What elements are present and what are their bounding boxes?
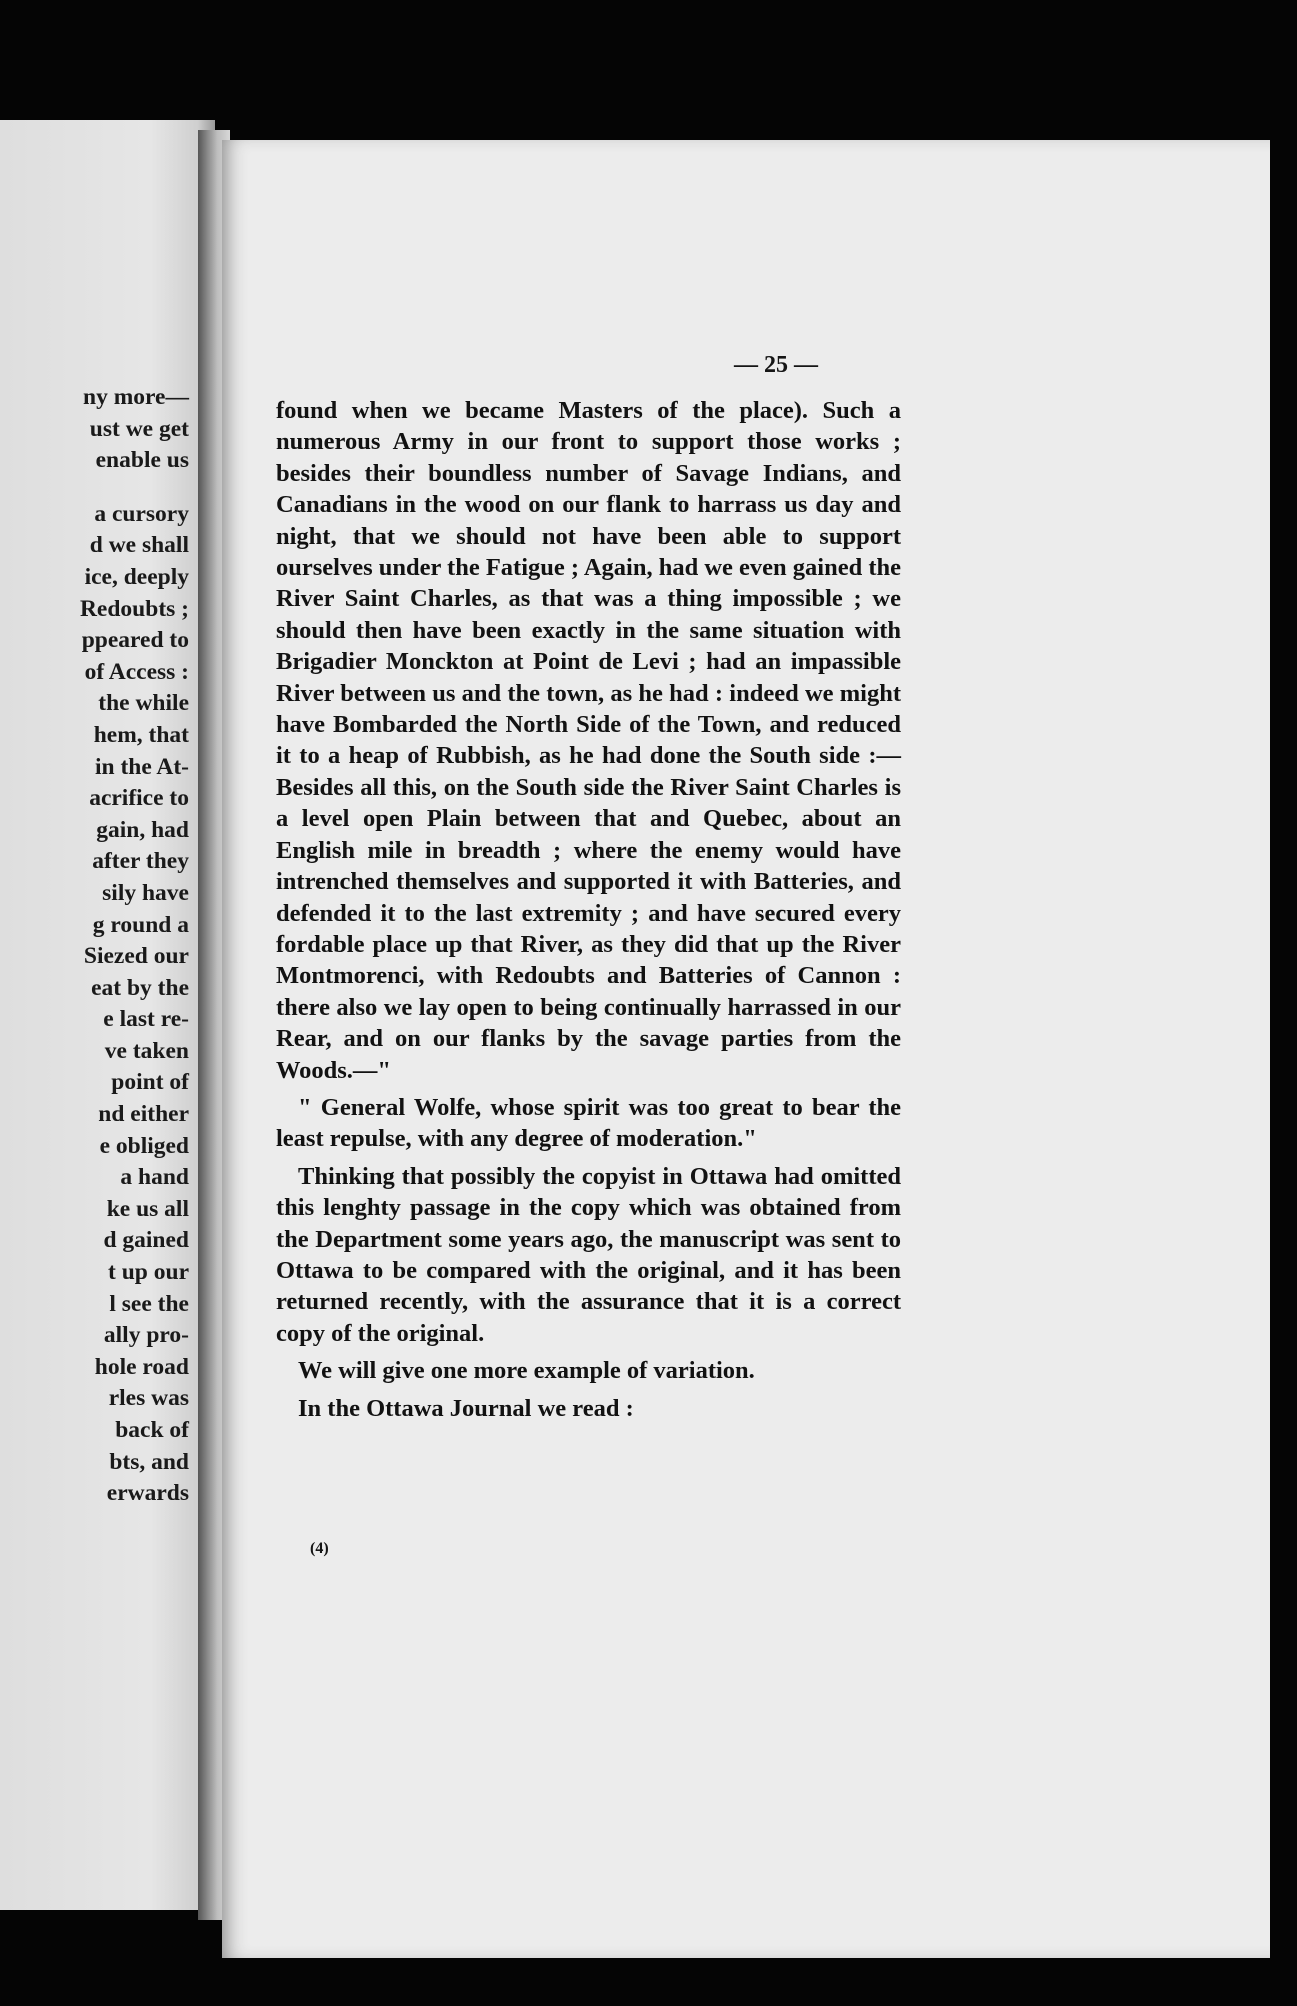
left-line: erwards <box>106 1480 189 1507</box>
paragraph-variation: We will give one more example of variation. <box>298 1357 755 1385</box>
left-line: a cursory <box>94 500 189 527</box>
left-line: sily have <box>102 879 189 906</box>
left-line: enable us <box>95 447 189 474</box>
paragraph-copyist: Thinking that possibly the copyist in Ottawa had omitted this lenghty passage in the copy which was obtained from the Department some years ago, the manuscript was sent to Ottawa to be compared with the original, and it has been returned recently, with the assurance that it is a correct copy of the original. <box>276 1162 901 1347</box>
left-line: hole road <box>94 1353 189 1380</box>
left-line: of Access : <box>84 658 189 685</box>
left-line: bts, and <box>109 1448 189 1475</box>
left-line: d gained <box>103 1227 189 1254</box>
left-line: back of <box>115 1417 189 1443</box>
paragraph-quote-continuation: found when we became Masters of the place). Such a numerous Army in our front to support those works ; besides their boundless number of Savage Indians, and Canadians in the wood on our flank to harrass us day and night, that we should not have been able to support ourselves under the Fatigue ; Again, had we even gained the River Saint Charles, as that was a thing impossible ; we should then have been exactly in the same situation with Brigadier Monckton at Point de Levi ; had an impassible River between us and the town, as he had : indeed we might have Bombarded the North Side of the Town, and reduced it to a heap of Rubbish, as he had done the South side :—Besides all this, on the South side the River Saint Charles is a level open Plain between that and Quebec, about an English mile in breadth ; where the enemy would have intrenched themselves and supported it with Batteries, and defended it to the last extremity ; and have secured every fordable place up that River, as they did that up the River Montmorenci, with Redoubts and Batteries of Cannon : there also we lay open to being continually harrassed in our Rear, and on our flanks by the savage parties from the Woods.—" <box>276 397 901 1084</box>
left-line: rles was <box>108 1385 189 1412</box>
left-line: nd either <box>98 1101 189 1128</box>
left-line: ve taken <box>104 1037 189 1064</box>
left-page-fragment <box>0 120 215 1910</box>
left-line: t up our <box>108 1259 189 1286</box>
left-line: Redoubts ; <box>79 595 189 622</box>
left-line: gain, had <box>96 816 189 843</box>
left-line: e obliged <box>99 1132 189 1159</box>
left-page-text <box>0 382 189 1510</box>
left-line: ally pro- <box>103 1322 189 1349</box>
paragraph-general-wolfe: " General Wolfe, whose spirit was too great to bear the least repulse, with any degree of moderation." <box>276 1093 901 1153</box>
right-page <box>222 140 1270 1958</box>
left-line: e last re- <box>103 1006 189 1033</box>
left-line: l see the <box>109 1290 189 1317</box>
left-line: eat by the <box>91 974 189 1001</box>
left-line: ny more— <box>83 384 189 410</box>
left-line: after they <box>92 848 189 875</box>
left-line: hem, that <box>93 721 189 748</box>
left-line: a hand <box>120 1164 189 1191</box>
left-line: point of <box>111 1069 189 1096</box>
left-line: ke us all <box>106 1195 189 1222</box>
left-line: Siezed our <box>83 943 189 970</box>
page-body <box>276 395 901 1424</box>
left-line: acrifice to <box>89 785 189 812</box>
left-line: ice, deeply <box>84 563 189 590</box>
signature-mark: (4) <box>310 1540 329 1557</box>
left-line: in the At- <box>95 753 189 780</box>
left-line: ust we get <box>89 415 189 442</box>
left-line: the while <box>98 690 189 717</box>
left-line: g round a <box>92 911 189 938</box>
page-number: — 25 — <box>734 352 818 378</box>
left-line: ppeared to <box>81 627 189 654</box>
paragraph-ottawa-journal: In the Ottawa Journal we read : <box>298 1394 634 1422</box>
left-line: d we shall <box>89 532 189 559</box>
left-line-gap <box>0 477 189 499</box>
